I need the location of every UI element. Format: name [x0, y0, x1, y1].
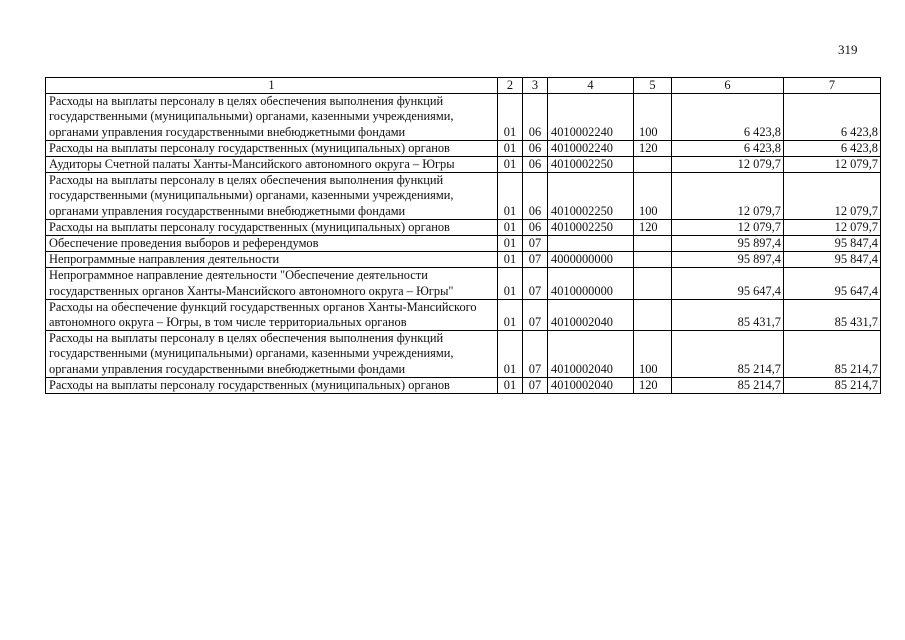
expense-type-cell [634, 236, 672, 252]
amount-cell-col7: 6 423,8 [784, 94, 881, 141]
subsection-code-cell: 07 [523, 252, 548, 268]
expense-type-cell [634, 157, 672, 173]
subsection-code-cell: 07 [523, 299, 548, 330]
row-name-cell: Расходы на выплаты персоналу в целях обеспечения выполнения функций государственными (муниципальными) органами, казенными учреждениями, органами управления государственными внебюджетными фондами [46, 94, 498, 141]
target-article-cell: 4010002250 [548, 173, 634, 220]
section-code-cell: 01 [498, 173, 523, 220]
section-code-cell: 01 [498, 252, 523, 268]
row-name-cell: Непрограммные направления деятельности [46, 252, 498, 268]
amount-cell-col6: 95 647,4 [672, 268, 784, 299]
expense-type-cell [634, 252, 672, 268]
target-article-cell: 4010002040 [548, 331, 634, 378]
expense-type-cell: 120 [634, 140, 672, 156]
row-name-cell: Аудиторы Счетной палаты Ханты-Мансийского автономного округа – Югры [46, 157, 498, 173]
amount-cell-col7: 95 847,4 [784, 252, 881, 268]
target-article-cell: 4010002240 [548, 140, 634, 156]
page-number: 319 [838, 42, 858, 57]
subsection-code-cell: 06 [523, 140, 548, 156]
section-code-cell: 01 [498, 331, 523, 378]
amount-cell-col6: 85 214,7 [672, 331, 784, 378]
row-name-cell: Расходы на обеспечение функций государственных органов Ханты-Мансийского автономного округа – Югры, в том числе территориальных органов [46, 299, 498, 330]
column-header: 1 [46, 78, 498, 94]
amount-cell-col6: 95 897,4 [672, 252, 784, 268]
table-row [46, 331, 881, 378]
section-code-cell: 01 [498, 299, 523, 330]
amount-cell-col7: 85 431,7 [784, 299, 881, 330]
expense-type-cell: 100 [634, 173, 672, 220]
subsection-code-cell: 06 [523, 219, 548, 235]
expense-type-cell [634, 268, 672, 299]
section-code-cell: 01 [498, 94, 523, 141]
target-article-cell: 4010002240 [548, 94, 634, 141]
table-row [46, 268, 881, 299]
amount-cell-col6: 85 214,7 [672, 377, 784, 393]
amount-cell-col6: 12 079,7 [672, 219, 784, 235]
section-code-cell: 01 [498, 236, 523, 252]
amount-cell-col7: 85 214,7 [784, 331, 881, 378]
column-header: 5 [634, 78, 672, 94]
budget-table [45, 77, 881, 394]
expense-type-cell: 120 [634, 219, 672, 235]
table-row [46, 140, 881, 156]
amount-cell-col7: 95 647,4 [784, 268, 881, 299]
row-name-cell: Расходы на выплаты персоналу в целях обеспечения выполнения функций государственными (муниципальными) органами, казенными учреждениями, органами управления государственными внебюджетными фондами [46, 331, 498, 378]
amount-cell-col7: 85 214,7 [784, 377, 881, 393]
target-article-cell: 4010000000 [548, 268, 634, 299]
column-header: 3 [523, 78, 548, 94]
row-name-cell: Расходы на выплаты персоналу государственных (муниципальных) органов [46, 219, 498, 235]
subsection-code-cell: 07 [523, 377, 548, 393]
target-article-cell: 4000000000 [548, 252, 634, 268]
subsection-code-cell: 06 [523, 94, 548, 141]
table-row [46, 377, 881, 393]
section-code-cell: 01 [498, 377, 523, 393]
row-name-cell: Расходы на выплаты персоналу государственных (муниципальных) органов [46, 140, 498, 156]
target-article-cell: 4010002040 [548, 299, 634, 330]
subsection-code-cell: 07 [523, 236, 548, 252]
table-header-row [46, 78, 881, 94]
amount-cell-col7: 6 423,8 [784, 140, 881, 156]
table-row [46, 157, 881, 173]
expense-type-cell: 100 [634, 94, 672, 141]
column-header: 6 [672, 78, 784, 94]
table-row [46, 236, 881, 252]
row-name-cell: Обеспечение проведения выборов и референдумов [46, 236, 498, 252]
amount-cell-col6: 12 079,7 [672, 157, 784, 173]
target-article-cell: 4010002250 [548, 157, 634, 173]
row-name-cell: Непрограммное направление деятельности "Обеспечение деятельности государственных органов Ханты-Мансийского автономного округа – Югры" [46, 268, 498, 299]
amount-cell-col7: 12 079,7 [784, 173, 881, 220]
amount-cell-col6: 85 431,7 [672, 299, 784, 330]
table-row [46, 94, 881, 141]
target-article-cell [548, 236, 634, 252]
subsection-code-cell: 06 [523, 157, 548, 173]
amount-cell-col7: 95 847,4 [784, 236, 881, 252]
row-name-cell: Расходы на выплаты персоналу государственных (муниципальных) органов [46, 377, 498, 393]
target-article-cell: 4010002250 [548, 219, 634, 235]
column-header: 7 [784, 78, 881, 94]
column-header: 4 [548, 78, 634, 94]
subsection-code-cell: 06 [523, 173, 548, 220]
table-row [46, 173, 881, 220]
column-header: 2 [498, 78, 523, 94]
row-name-cell: Расходы на выплаты персоналу в целях обеспечения выполнения функций государственными (муниципальными) органами, казенными учреждениями, органами управления государственными внебюджетными фондами [46, 173, 498, 220]
amount-cell-col6: 6 423,8 [672, 140, 784, 156]
table-row [46, 252, 881, 268]
section-code-cell: 01 [498, 219, 523, 235]
amount-cell-col6: 12 079,7 [672, 173, 784, 220]
subsection-code-cell: 07 [523, 331, 548, 378]
subsection-code-cell: 07 [523, 268, 548, 299]
target-article-cell: 4010002040 [548, 377, 634, 393]
table-row [46, 219, 881, 235]
amount-cell-col6: 95 897,4 [672, 236, 784, 252]
table-row [46, 299, 881, 330]
section-code-cell: 01 [498, 157, 523, 173]
section-code-cell: 01 [498, 140, 523, 156]
section-code-cell: 01 [498, 268, 523, 299]
amount-cell-col7: 12 079,7 [784, 219, 881, 235]
expense-type-cell [634, 299, 672, 330]
expense-type-cell: 100 [634, 331, 672, 378]
amount-cell-col7: 12 079,7 [784, 157, 881, 173]
amount-cell-col6: 6 423,8 [672, 94, 784, 141]
expense-type-cell: 120 [634, 377, 672, 393]
